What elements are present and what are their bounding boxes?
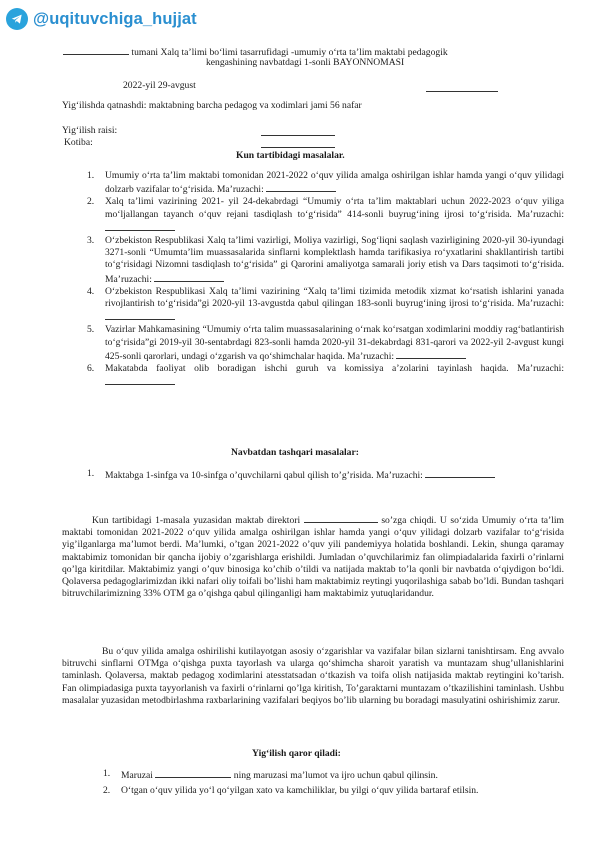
place-blank xyxy=(426,82,498,92)
agenda-item: 4. O‘zbekiston Respublikasi Xalq ta’limi vazirining “Xalq ta’limi tizimida metodik xizmat ko‘rsatish ishlarini yanada rivojlantirish to‘g‘risida”gi 2020-yil 13-avgustda qabul qilingan 183-sonli buyrug‘ining ijrosi to‘g‘risida. Ma’ruzachi: xyxy=(105,286,564,325)
agenda-item: 5. Vazirlar Mahkamasining “Umumiy o‘rta talim muassasalarining o‘rnak ko‘rsatgan xodimlarini moddiy rag‘batlantirish to‘g‘risida”gi 2019-yil 30-sentabrdagi 823-sonli hamda 2020-yil 31-dekabrdagi 831-qarori va 2022-yil 2-avgust kungi 425-sonli qarorlari, undagi o‘zgarish va qo‘shimchalar haqida. Ma’ruzachi: xyxy=(87,324,564,362)
agenda-item: 3. O‘zbekiston Respublikasi Xalq ta’limi vazirligi, Moliya vazirligi, Sog‘liqni saqlash vazirligining 2020-yil 30-iyundagi 3271-sonli “Umumta’lim muassasalarida sinflarni komplektlash hamda tarifikasiya ro‘yxatlarini shakllantirish tartibi to‘g‘risidagi Nizomni tasdiqlash to‘g‘risida” gi Qarorini amaliyotga samarali joriy etish va Dars taqsimoti to‘g‘risida. Ma’ruzachi: xyxy=(87,235,564,285)
extra-agenda-title: Navbatdan tashqari masalalar: xyxy=(231,447,359,458)
secretary-label: Kotiba: xyxy=(64,137,93,148)
secretary-blank xyxy=(261,138,335,148)
meeting-date: 2022-yil 29-avgust xyxy=(123,80,196,91)
decision-title: Yig‘ilish qaror qiladi: xyxy=(252,748,341,759)
extra-agenda-list xyxy=(87,468,564,482)
watermark-handle: @uqituvchiga_hujjat xyxy=(33,9,197,28)
agenda-list xyxy=(87,170,564,389)
decision-list xyxy=(103,768,571,797)
agenda-item: 1. Umumiy o‘rta ta’lim maktabi tomonidan 2021-2022 o‘quv yilida amalga oshirilgan ishlar hamda yangi o‘quv yilidagi dolzarb vazifalar to‘g‘risida. Ma’ruzachi: xyxy=(87,170,564,196)
header-line-1: tumani Xalq ta’limi bo‘limi tasarrufidagi -umumiy o‘rta ta’lim maktabi pedagogik xyxy=(63,45,448,59)
district-blank xyxy=(63,45,129,55)
report-paragraph-2: Bu o‘quv yilida amalga oshirilishi kutilayotgan asosiy o‘zgarishlar va vazifalar bilan sizlarni tanishtirsam. Eng avvalo bitruvchi sinflarni OTMga o‘qishga puxta tayorlash va ularga qo‘shimcha sharoit yaratish va muntazam shug’ullanishlarini taminlash. Qolaversa, maktab pedagog xodimlarini atesstatsadan o‘tkazish va toifa olish natijasida maktab reytingini ko’tarish. Fan olimpiadasiga puxta tayyorlanish va faxirli o‘rinlarni qo’lga kiritish, To’garaktarni muntazam o’tkazilishini taminlash. Ushbu masalalar yuzasidan metodbirlashma raxbarlarining vazifalari beqiyos bo’lib ularning bu boradagi masulyatini oshirishimiz zarur. xyxy=(62,646,564,706)
report-paragraph-1: Kun tartibidagi 1-masala yuzasidan maktab direktori so’zga chiqdi. U so‘zida Umumiy o‘rta ta’lim maktabi tomonidan 2021-2022 o‘quv yilida amalga oshirilgan ishlar hamda yangi o‘quv yilidagi dolzarb vazifalar to‘g‘risida yig’ilganlarga ma’lumot berdi. Ma’lumki, o’tgan 2021-2022 o’quv yili pandemiyya holatida boshlandi. Lekin, shunga qaramay maktabimiz tomonidan bir qancha ijobiy o’zgarishlarga erishildi. Jumladan o’quvchilarimiz fan olimpiadalarida faxirli o’rinlarni qo’lga kiritdilar. Maktabimiz yangi o’quv binosiga ko’chib o’tildi va natijada maktab to’la qonli bir navbatda o‘qiydigon bo‘ldi. Qolaversa pedagoglarimizdan ikki nafari oliy toifali bo’lishi ham maktabimiz reytingi yuqorilashiga sabab bo’ldi. Bundan tashqari bitruvchilarimizning 33% OTM ga o’qishga qabul qilinganligi ham maktabimiz yutuqlaridandur. xyxy=(62,515,564,600)
agenda-item: 6. Makatabda faoliyat olib boradigan ishchi guruh va komissiya a’zolarini tayinlash haqida. Ma’ruzachi: xyxy=(105,363,564,389)
director-blank xyxy=(304,513,378,523)
attendance-line: Yig‘ilishda qatnashdi: maktabning barcha pedagog va xodimlari jami 56 nafar xyxy=(62,100,362,111)
telegram-icon xyxy=(6,8,28,30)
extra-agenda-item: 1. Maktabga 1-sinfga va 10-sinfga o’quvchilarni qabul qilish to’g’risida. Ma’ruzachi: xyxy=(105,468,564,482)
agenda-title: Kun tartibidagi masalalar. xyxy=(236,150,345,161)
decision-item: 2. O‘tgan o‘quv yilida yo‘l qo‘yilgan xato va kamchiliklar, bu yilgi o‘quv yilida bartaraf etilsin. xyxy=(103,785,479,797)
decision-item: 1. Maruzai ning maruzasi ma’lumot va ijro uchun qabul qilinsin. xyxy=(103,768,438,781)
chair-blank xyxy=(261,126,335,136)
chair-label: Yig‘ilish raisi: xyxy=(62,125,118,136)
watermark-logo xyxy=(6,8,197,30)
agenda-item: 2. Xalq ta’limi vazirining 2021- yil 24-dekabrdagi “Umumiy o‘rta ta’lim maktablari uchun 2022-2023 o‘quv yiliga mo‘ljallangan tayanch o‘quv rejani tasdiqlash to‘g‘risida” 414-sonli buyrug‘ining ijrosi to‘g‘risida. Ma’ruzachi: xyxy=(105,196,564,235)
header-line-2: kengashining navbatdagi 1-sonli BAYONNOMASI xyxy=(206,57,405,68)
